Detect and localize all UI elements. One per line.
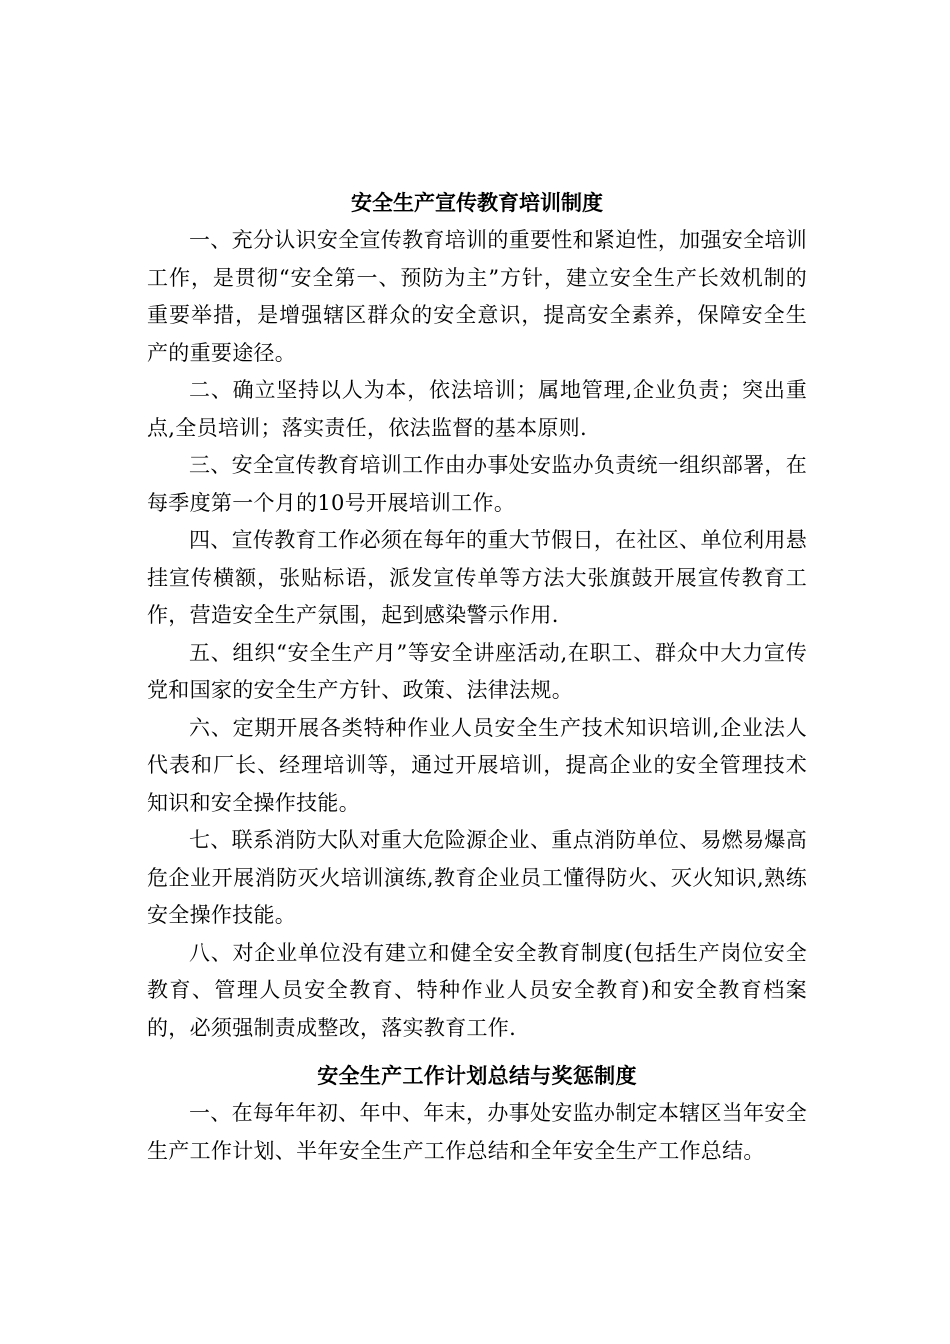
section-title: 安全生产工作计划总结与奖惩制度: [317, 1063, 637, 1088]
paragraph-6: 六、定期开展各类特种作业人员安全生产技术知识培训,企业法人代表和厂长、经理培训等，通过开展培训，提高企业的安全管理技术知识和安全操作技能。: [147, 715, 807, 815]
paragraph-7: 七、联系消防大队对重大危险源企业、重点消防单位、易燃易爆高危企业开展消防灭火培训演练,教育企业员工懂得防火、灭火知识,熟练安全操作技能。: [147, 828, 807, 927]
paragraph-1: 一、充分认识安全宣传教育培训的重要性和紧迫性，加强安全培训工作，是贯彻“安全第一、预防为主”方针，建立安全生产长效机制的重要举措，是增强辖区群众的安全意识，提高安全素养，保障安全生产的重要途径。: [147, 228, 807, 365]
paragraph-5: 五、组织“安全生产月”等安全讲座活动,在职工、群众中大力宣传党和国家的安全生产方针、政策、法律法规。: [147, 640, 807, 702]
document-title: 安全生产宣传教育培训制度: [351, 191, 603, 215]
paragraph-8: 八、对企业单位没有建立和健全安全教育制度(包括生产岗位安全教育、管理人员安全教育、特种作业人员安全教育)和安全教育档案的，必须强制责成整改，落实教育工作.: [147, 940, 807, 1040]
paragraph-4: 四、宣传教育工作必须在每年的重大节假日，在社区、单位利用悬挂宣传横额，张贴标语，派发宣传单等方法大张旗鼓开展宣传教育工作，营造安全生产氛围，起到感染警示作用.: [147, 528, 807, 627]
paragraph-3: 三、安全宣传教育培训工作由办事处安监办负责统一组织部署，在每季度第一个月的10号开展培训工作。: [147, 453, 807, 515]
document-body: [147, 184, 807, 1170]
paragraph-2: 二、确立坚持以人为本，依法培训；属地管理,企业负责；突出重点,全员培训；落实责任，依法监督的基本原则.: [147, 378, 807, 440]
section-paragraph-1: 一、在每年年初、年中、年末，办事处安监办制定本辖区当年安全生产工作计划、半年安全生产工作总结和全年安全生产工作总结。: [147, 1101, 807, 1163]
